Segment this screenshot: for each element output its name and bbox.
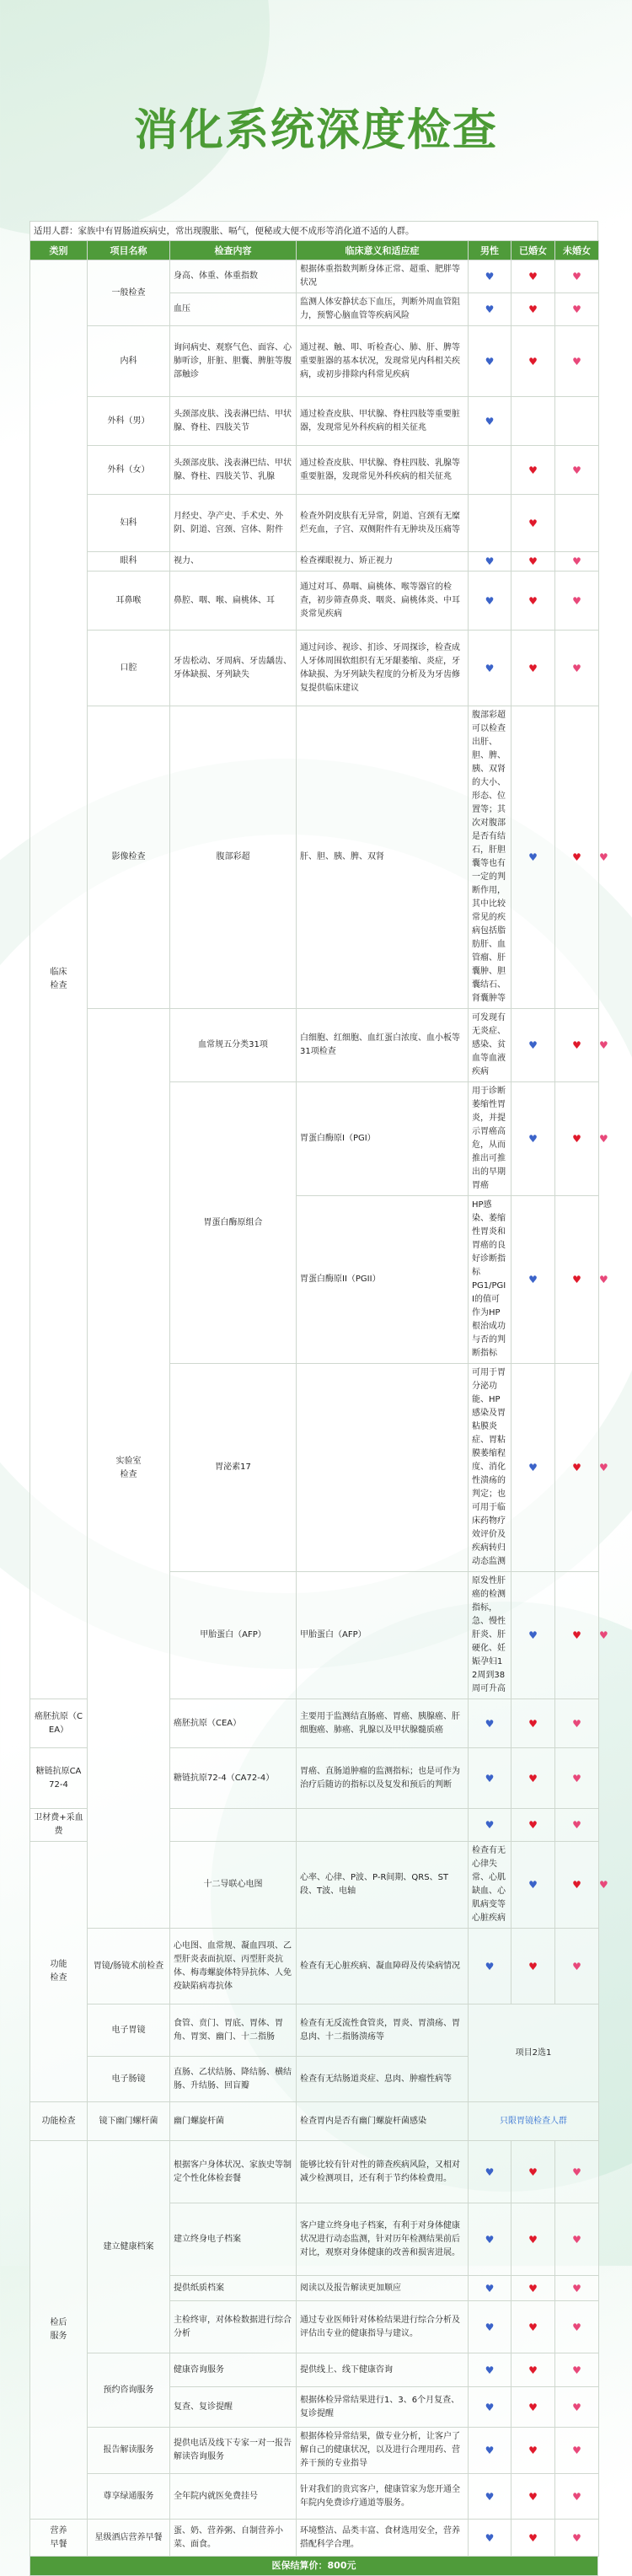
heart-icon: ♥ [485, 1717, 495, 1730]
content-cell: 建立终身电子档案 [170, 2203, 297, 2276]
married-female-cell [555, 706, 599, 1009]
married-female-cell [511, 260, 555, 293]
heart-icon: ♥ [599, 1039, 608, 1051]
heart-icon: ♥ [572, 662, 581, 674]
meaning-cell: 提供线上、线下健康咨询 [297, 2353, 469, 2387]
male-cell [469, 2428, 511, 2474]
meaning-cell: 通过专业医师针对体检结果进行综合分析及评估出专业的健康指导与建议。 [297, 2301, 469, 2353]
heart-icon: ♥ [572, 303, 581, 315]
married-female-cell [511, 1748, 555, 1809]
male-cell [469, 293, 511, 326]
table-row [30, 2004, 599, 2057]
item-name-cell: 星级酒店营养早餐 [88, 2520, 170, 2557]
heart-icon: ♥ [485, 355, 495, 368]
heart-icon: ♥ [572, 1717, 581, 1730]
item-name-cell: 妇科 [88, 495, 170, 552]
married-female-cell [511, 2203, 555, 2276]
heart-icon: ♥ [528, 303, 538, 315]
content-cell: 月经史、孕产史、手术史、外阴、阴道、宫颈、宫体、附件 [170, 495, 297, 552]
meaning-cell: 环境整洁、品类丰富、食材选用安全，营养搭配科学合理。 [297, 2520, 469, 2557]
category-cell: 实验室 检查 [88, 1009, 170, 1929]
male-cell [469, 1929, 511, 2004]
heart-icon: ♥ [485, 2165, 495, 2178]
heart-icon: ♥ [572, 464, 581, 476]
content-cell: 视力、 [170, 552, 297, 572]
table-header-row [30, 241, 599, 260]
unmarried-female-cell [555, 631, 599, 706]
heart-icon: ♥ [572, 555, 581, 567]
unmarried-female-cell [555, 2520, 599, 2557]
meaning-cell: 通过视、触、叩、听检查心、肺、肝、脾等重要脏器的基本状况，发现常见内科相关疾病，或初步排除内科常见疾病 [297, 326, 469, 397]
male-cell [469, 2276, 511, 2301]
header-category: 类别 [30, 241, 88, 260]
item-name-cell: 血常规五分类31项 [170, 1009, 297, 1082]
heart-icon: ♥ [485, 303, 495, 315]
heart-icon: ♥ [485, 1772, 495, 1784]
married-female-cell [511, 2387, 555, 2428]
heart-icon: ♥ [528, 355, 538, 368]
heart-icon: ♥ [528, 662, 538, 674]
male-cell [469, 552, 511, 572]
content-cell: 提供电话及线下专家一对一报告解读咨询服务 [170, 2428, 297, 2474]
heart-icon: ♥ [528, 2233, 538, 2246]
item-name-cell: 镜下幽门螺杆菌 [88, 2102, 170, 2141]
table-row [30, 2353, 599, 2387]
content-cell: 癌胚抗原（CEA） [170, 1699, 297, 1748]
item-name-cell: 预约咨询服务 [88, 2353, 170, 2428]
content-cell: 全年院内就医免费挂号 [170, 2474, 297, 2520]
content-cell [170, 1809, 297, 1842]
male-cell [469, 1699, 511, 1748]
meaning-cell: 检查有无心脏疾病、凝血障碍及传染病情况 [297, 1929, 469, 2004]
table-row [30, 495, 599, 552]
content-cell: 头颈部皮肤、浅表淋巴结、甲状腺、脊柱、四肢关节 [170, 397, 297, 446]
married-female-cell [511, 1699, 555, 1748]
content-cell: 直肠、乙状结肠、降结肠、横结肠、升结肠、回盲瓣 [170, 2057, 297, 2102]
heart-icon: ♥ [572, 271, 581, 282]
meaning-cell: 通过检查皮肤、甲状腺、脊柱四肢、乳腺等重要脏器，发现常见外科疾病的相关征兆 [297, 446, 469, 495]
note-cell: 项目2选1 [469, 2004, 599, 2102]
unmarried-female-cell [555, 446, 599, 495]
category-cell: 功能检查 [30, 2102, 88, 2141]
content-cell: 牙齿松动、牙周病、牙齿龋齿、牙体缺损、牙列缺失 [170, 631, 297, 706]
table-row [30, 2474, 599, 2520]
meaning-cell: 通过问诊、视诊、扪诊、牙周探诊，检查成人牙体周围软组织有无牙龈萎缩、炎症，牙体缺损、为牙列缺失程度的分析及为牙齿修复提供临床建议 [297, 631, 469, 706]
meaning-cell: 通过检查皮肤、甲状腺、脊柱四肢等重要脏器，发现常见外科疾病的相关征兆 [297, 397, 469, 446]
heart-icon: ♥ [572, 2364, 581, 2376]
male-cell [511, 1082, 555, 1196]
meaning-cell: 检查裸眼视力、矫正视力 [297, 552, 469, 572]
heart-icon: ♥ [572, 355, 581, 368]
heart-icon: ♥ [528, 2282, 538, 2294]
heart-icon: ♥ [485, 2531, 495, 2544]
unmarried-female-cell [555, 2353, 599, 2387]
heart-icon: ♥ [599, 1629, 608, 1641]
content-cell: 根据客户身体状况、家族史等制定个性化体检套餐 [170, 2141, 297, 2203]
heart-icon: ♥ [572, 1772, 581, 1784]
meaning-cell: 客户建立终身电子档案，有利于对身体健康状况进行动态监测，针对历年检测结果前后对比，观察对身体健康的改善和损害进展。 [297, 2203, 469, 2276]
married-female-cell [511, 446, 555, 495]
unmarried-female-cell [555, 1809, 599, 1842]
married-female-cell [511, 397, 555, 446]
married-female-cell [511, 572, 555, 631]
price-footer: 医保结算价：800元 [29, 2557, 598, 2576]
married-female-cell [555, 1842, 599, 1929]
content-cell: 蛋、奶、营养粥、自制营养小菜、面食。 [170, 2520, 297, 2557]
header-meaning: 临床意义和适应症 [297, 241, 469, 260]
heart-icon: ♥ [528, 2490, 538, 2503]
content-cell: 食管、贲门、胃底、胃体、胃角、胃窦、幽门、十二指肠 [170, 2004, 297, 2057]
unmarried-female-cell [555, 397, 599, 446]
table-row [30, 552, 599, 572]
content-cell: 询问病史、观察气色、面容、心肺听诊，肝脏、胆囊、脾脏等腹部触诊 [170, 326, 297, 397]
married-female-cell [555, 1009, 599, 1082]
heart-icon: ♥ [528, 1960, 538, 1972]
married-female-cell [511, 2474, 555, 2520]
content-cell: 血压 [170, 293, 297, 326]
unmarried-female-cell [555, 572, 599, 631]
content-cell: 主检终审，对体检数据进行综合分析 [170, 2301, 297, 2353]
item-name-cell: 外科（女） [88, 446, 170, 495]
heart-icon: ♥ [572, 2445, 581, 2456]
male-cell [469, 446, 511, 495]
heart-icon: ♥ [528, 2531, 538, 2544]
content-cell: 甲胎蛋白（AFP） [297, 1572, 469, 1699]
table-row [30, 1009, 599, 1082]
heart-icon: ♥ [599, 851, 608, 863]
table-row [30, 260, 599, 293]
married-female-cell [511, 326, 555, 397]
meaning-cell: 腹部彩超可以检查出肝、胆、脾、胰、双肾的大小、形态、位置等；其次对腹部是否有结石，肝胆囊等也有一定的判断作用，其中比较常见的疾病包括脂肪肝、血管瘤、肝囊肿、胆囊结石、肾囊肿等 [469, 706, 511, 1009]
heart-icon: ♥ [485, 415, 495, 427]
content-cell: 白细胞、红细胞、血红蛋白浓度、血小板等31项检查 [297, 1009, 469, 1082]
header-male: 男性 [469, 241, 511, 260]
content-cell: 肝、胆、胰、脾、双肾 [297, 706, 469, 1009]
heart-icon: ♥ [528, 271, 538, 282]
married-female-cell [555, 1364, 599, 1572]
heart-icon: ♥ [485, 2490, 495, 2503]
meaning-cell: 监测人体安静状态下血压，判断外周血管阻力，预警心脑血管等疾病风险 [297, 293, 469, 326]
table-row [30, 2102, 599, 2141]
heart-icon: ♥ [599, 1462, 608, 1473]
table-row [30, 2428, 599, 2474]
content-cell: 心电图、血常规、凝血四项、乙型肝炎表面抗原、丙型肝炎抗体、梅毒螺旋体特异抗体、人免疫缺陷病毒抗体 [170, 1929, 297, 2004]
table-row [30, 2141, 599, 2203]
meaning-cell: 阅读以及报告解读更加顺应 [297, 2276, 469, 2301]
meaning-cell: HP感染、萎缩性胃炎和胃癌的良好诊断指标 PG1/PGII的值可作为HP根治成功与否的判断指标 [469, 1196, 511, 1364]
header-unmarried-female: 未婚女 [555, 241, 599, 260]
heart-icon: ♥ [528, 2321, 538, 2333]
male-cell [511, 1842, 555, 1929]
content-cell: 糖链抗原72-4（CA72-4） [170, 1748, 297, 1809]
unmarried-female-cell [555, 2428, 599, 2474]
meaning-cell: 检查胃内是否有幽门螺旋杆菌感染 [297, 2102, 469, 2141]
category-cell: 临床 检查 [30, 260, 88, 1699]
heart-icon: ♥ [599, 1879, 608, 1891]
meaning-cell: 用于诊断萎缩性胃炎，并提示胃癌高危，从而推出可推出的早期胃癌 [469, 1082, 511, 1196]
heart-icon: ♥ [528, 555, 538, 567]
heart-icon: ♥ [572, 1462, 581, 1473]
item-name-cell: 腹部彩超 [170, 706, 297, 1009]
heart-icon: ♥ [528, 1462, 538, 1473]
heart-icon: ♥ [528, 517, 538, 529]
married-female-cell [511, 552, 555, 572]
married-female-cell [511, 631, 555, 706]
item-name-cell: 内科 [88, 326, 170, 397]
item-name-cell: 一般检查 [88, 260, 170, 326]
male-cell [511, 1196, 555, 1364]
item-name-cell: 胃蛋白酶原组合 [170, 1082, 297, 1364]
item-name-cell: 耳鼻喉 [88, 572, 170, 631]
category-cell: 检后 服务 [30, 2141, 88, 2520]
heart-icon: ♥ [572, 1629, 581, 1641]
heart-icon: ♥ [485, 1960, 495, 1972]
meaning-cell: 检查有无心律失常、心肌缺血、心肌病变等心脏疾病 [469, 1842, 511, 1929]
item-name-cell: 尊享绿通服务 [88, 2474, 170, 2520]
content-cell: 心率、心律、P波、P-R间期、QRS、ST段、T波、电轴 [297, 1842, 469, 1929]
heart-icon: ♥ [528, 2445, 538, 2456]
heart-icon: ♥ [572, 1960, 581, 1972]
heart-icon: ♥ [599, 1133, 608, 1145]
unmarried-female-cell [555, 2301, 599, 2353]
content-cell: 身高、体重、体重指数 [170, 260, 297, 293]
table-body [30, 260, 608, 2557]
male-cell [511, 706, 555, 1009]
item-name-cell: 胃镜/肠镜术前检查 [88, 1929, 170, 2004]
item-name-cell: 外科（男） [88, 397, 170, 446]
content-cell [297, 1364, 469, 1572]
heart-icon: ♥ [572, 2490, 581, 2503]
unmarried-female-cell [555, 1748, 599, 1809]
male-cell [469, 1809, 511, 1842]
married-female-cell [511, 2141, 555, 2203]
meaning-cell: 检查有无结肠道炎症、息肉、肿瘤性病等 [297, 2057, 469, 2102]
item-name-cell: 电子肠镜 [88, 2057, 170, 2102]
table-row [30, 572, 599, 631]
item-name-cell: 卫材费+采血费 [30, 1809, 88, 1842]
heart-icon: ♥ [528, 1039, 538, 1051]
heart-icon: ♥ [528, 464, 538, 476]
table-row [30, 2520, 599, 2557]
unmarried-female-cell [555, 293, 599, 326]
heart-icon: ♥ [572, 2282, 581, 2294]
category-cell: 功能 检查 [30, 1842, 88, 2102]
male-cell [469, 2474, 511, 2520]
content-cell: 复查、复诊提醒 [170, 2387, 297, 2428]
male-cell [469, 631, 511, 706]
table-row [30, 631, 599, 706]
heart-icon: ♥ [572, 594, 581, 607]
married-female-cell [555, 1572, 599, 1699]
content-cell: 提供纸质档案 [170, 2276, 297, 2301]
meaning-cell: 根据体检异常结果，做专业分析，让客户了解自己的健康状况，以及进行合理用药、营养干预的专业指导 [297, 2428, 469, 2474]
content-cell: 胃蛋白酶原II（PGII） [297, 1196, 469, 1364]
meaning-cell: 主要用于监测结直肠癌、胃癌、胰腺癌、肝细胞癌、肺癌、乳腺以及甲状腺髓质癌 [297, 1699, 469, 1748]
meaning-cell: 针对我们的贵宾客户，健康管家为您开通全年院内免费诊疗通道等服务。 [297, 2474, 469, 2520]
heart-icon: ♥ [572, 851, 581, 863]
male-cell [469, 397, 511, 446]
male-cell [469, 2301, 511, 2353]
meaning-cell: 可用于胃分泌功能、HP感染及胃粘膜炎症、胃粘膜萎缩程度、消化性溃疡的判定；也可用于临床药物疗效评价及疾病转归动态监测 [469, 1364, 511, 1572]
content-cell: 胃蛋白酶原I（PGI） [297, 1082, 469, 1196]
married-female-cell [511, 2520, 555, 2557]
unmarried-female-cell [555, 326, 599, 397]
item-name-cell: 建立健康档案 [88, 2141, 170, 2353]
header-item: 项目名称 [88, 241, 170, 260]
male-cell [511, 1009, 555, 1082]
heart-icon: ♥ [528, 1629, 538, 1641]
heart-icon: ♥ [572, 1039, 581, 1051]
meaning-cell [297, 1809, 469, 1842]
item-name-cell: 十二导联心电图 [170, 1842, 297, 1929]
meaning-cell: 根据体检异常结果进行1、3、6个月复查、复诊提醒 [297, 2387, 469, 2428]
meaning-cell: 检查外阴皮肤有无异常，阴道、宫颈有无糜烂充血，子宫、双侧附件有无肿块及压痛等 [297, 495, 469, 552]
unmarried-female-cell [555, 1699, 599, 1748]
heart-icon: ♥ [572, 1879, 581, 1891]
heart-icon: ♥ [485, 555, 495, 567]
item-name-cell: 糖链抗原CA72-4 [30, 1748, 88, 1809]
meaning-cell: 原发性肝癌的检测指标，急、慢性肝炎、肝硬化、妊娠孕妇12周到38周可升高 [469, 1572, 511, 1699]
heart-icon: ♥ [572, 2401, 581, 2413]
content-cell: 幽门螺旋杆菌 [170, 2102, 297, 2141]
married-female-cell [511, 1809, 555, 1842]
heart-icon: ♥ [528, 594, 538, 607]
item-name-cell: 胃泌素17 [170, 1364, 297, 1572]
male-cell [469, 1748, 511, 1809]
male-cell [469, 2353, 511, 2387]
table-row [30, 397, 599, 446]
header-content: 检查内容 [170, 241, 297, 260]
married-female-cell [511, 2276, 555, 2301]
meaning-cell: 通过对耳、鼻咽、扁桃体、喉等器官的检查，初步筛查鼻炎、咽炎、扁桃体炎、中耳炎常见疾病 [297, 572, 469, 631]
male-cell [469, 260, 511, 293]
table-row [30, 326, 599, 397]
item-name-cell: 甲胎蛋白（AFP） [170, 1572, 297, 1699]
heart-icon: ♥ [572, 2233, 581, 2246]
heart-icon: ♥ [572, 1133, 581, 1145]
heart-icon: ♥ [485, 2401, 495, 2413]
married-female-cell [511, 2353, 555, 2387]
content-cell: 头颈部皮肤、浅表淋巴结、甲状腺、脊柱、四肢关节、乳腺 [170, 446, 297, 495]
meaning-cell: 能够比较有针对性的筛查疾病风险，又相对减少检测项目，还有利于节约体检费用。 [297, 2141, 469, 2203]
married-female-cell [511, 2301, 555, 2353]
unmarried-female-cell [555, 2141, 599, 2203]
heart-icon: ♥ [528, 1772, 538, 1784]
heart-icon: ♥ [572, 1819, 581, 1831]
item-name-cell: 电子胃镜 [88, 2004, 170, 2057]
checkup-sheet [29, 221, 608, 2576]
note-cell: 只限胃镜检查人群 [469, 2102, 599, 2141]
meaning-cell: 根据体重指数判断身体正常、超重、肥胖等状况 [297, 260, 469, 293]
heart-icon: ♥ [528, 2165, 538, 2178]
heart-icon: ♥ [572, 2531, 581, 2544]
unmarried-female-cell [555, 2276, 599, 2301]
unmarried-female-cell [555, 2387, 599, 2428]
category-cell: 营养 早餐 [30, 2520, 88, 2557]
married-female-cell [511, 495, 555, 552]
header-married-female: 已婚女 [511, 241, 555, 260]
heart-icon: ♥ [485, 271, 495, 282]
heart-icon: ♥ [528, 1274, 538, 1285]
heart-icon: ♥ [572, 1274, 581, 1285]
checkup-table [29, 240, 608, 2557]
heart-icon: ♥ [528, 851, 538, 863]
heart-icon: ♥ [485, 2282, 495, 2294]
category-cell: 影像检查 [88, 706, 170, 1009]
heart-icon: ♥ [528, 2364, 538, 2376]
heart-icon: ♥ [485, 1819, 495, 1831]
meaning-cell: 胃癌、直肠道肿瘤的监测指标；也是可作为治疗后随访的指标以及复发和预后的判断 [297, 1748, 469, 1809]
content-cell: 鼻腔、咽、喉、扁桃体、耳 [170, 572, 297, 631]
male-cell [511, 1572, 555, 1699]
heart-icon: ♥ [572, 2321, 581, 2333]
table-row [30, 1929, 599, 2004]
item-name-cell: 癌胚抗原（CEA） [30, 1699, 88, 1748]
male-cell [469, 572, 511, 631]
unmarried-female-cell [555, 2474, 599, 2520]
table-row [30, 446, 599, 495]
unmarried-female-cell [555, 552, 599, 572]
male-cell [511, 1364, 555, 1572]
target-population: 适用人群：家族中有胃肠道疾病史，常出现腹胀、嗝气，便秘或大便不成形等消化道不适的人群。 [29, 221, 598, 240]
married-female-cell [511, 1929, 555, 2004]
unmarried-female-cell [555, 2203, 599, 2276]
male-cell [469, 495, 511, 552]
heart-icon: ♥ [485, 594, 495, 607]
heart-icon: ♥ [528, 1879, 538, 1891]
unmarried-female-cell [555, 260, 599, 293]
heart-icon: ♥ [485, 2445, 495, 2456]
male-cell [469, 2387, 511, 2428]
married-female-cell [511, 293, 555, 326]
item-name-cell: 报告解读服务 [88, 2428, 170, 2474]
meaning-cell: 可发现有无炎症、感染、贫血等血液疾病 [469, 1009, 511, 1082]
heart-icon: ♥ [485, 2321, 495, 2333]
heart-icon: ♥ [485, 2364, 495, 2376]
male-cell [469, 2520, 511, 2557]
heart-icon: ♥ [485, 662, 495, 674]
heart-icon: ♥ [572, 2165, 581, 2178]
heart-icon: ♥ [599, 1274, 608, 1285]
page-title: 消化系统深度检查 [133, 105, 498, 156]
item-name-cell: 眼科 [88, 552, 170, 572]
table-row [30, 706, 599, 1009]
married-female-cell [555, 1082, 599, 1196]
item-name-cell: 口腔 [88, 631, 170, 706]
unmarried-female-cell [555, 1929, 599, 2004]
heart-icon: ♥ [528, 2401, 538, 2413]
married-female-cell [555, 1196, 599, 1364]
heart-icon: ♥ [528, 1717, 538, 1730]
male-cell [469, 2141, 511, 2203]
heart-icon: ♥ [485, 2233, 495, 2246]
unmarried-female-cell [555, 495, 599, 552]
content-cell: 健康咨询服务 [170, 2353, 297, 2387]
heart-icon: ♥ [528, 1133, 538, 1145]
married-female-cell [511, 2428, 555, 2474]
heart-icon: ♥ [528, 1819, 538, 1831]
meaning-cell: 检查有无反流性食管炎，胃炎、胃溃疡、胃息肉、十二指肠溃疡等 [297, 2004, 469, 2057]
male-cell [469, 2203, 511, 2276]
male-cell [469, 326, 511, 397]
